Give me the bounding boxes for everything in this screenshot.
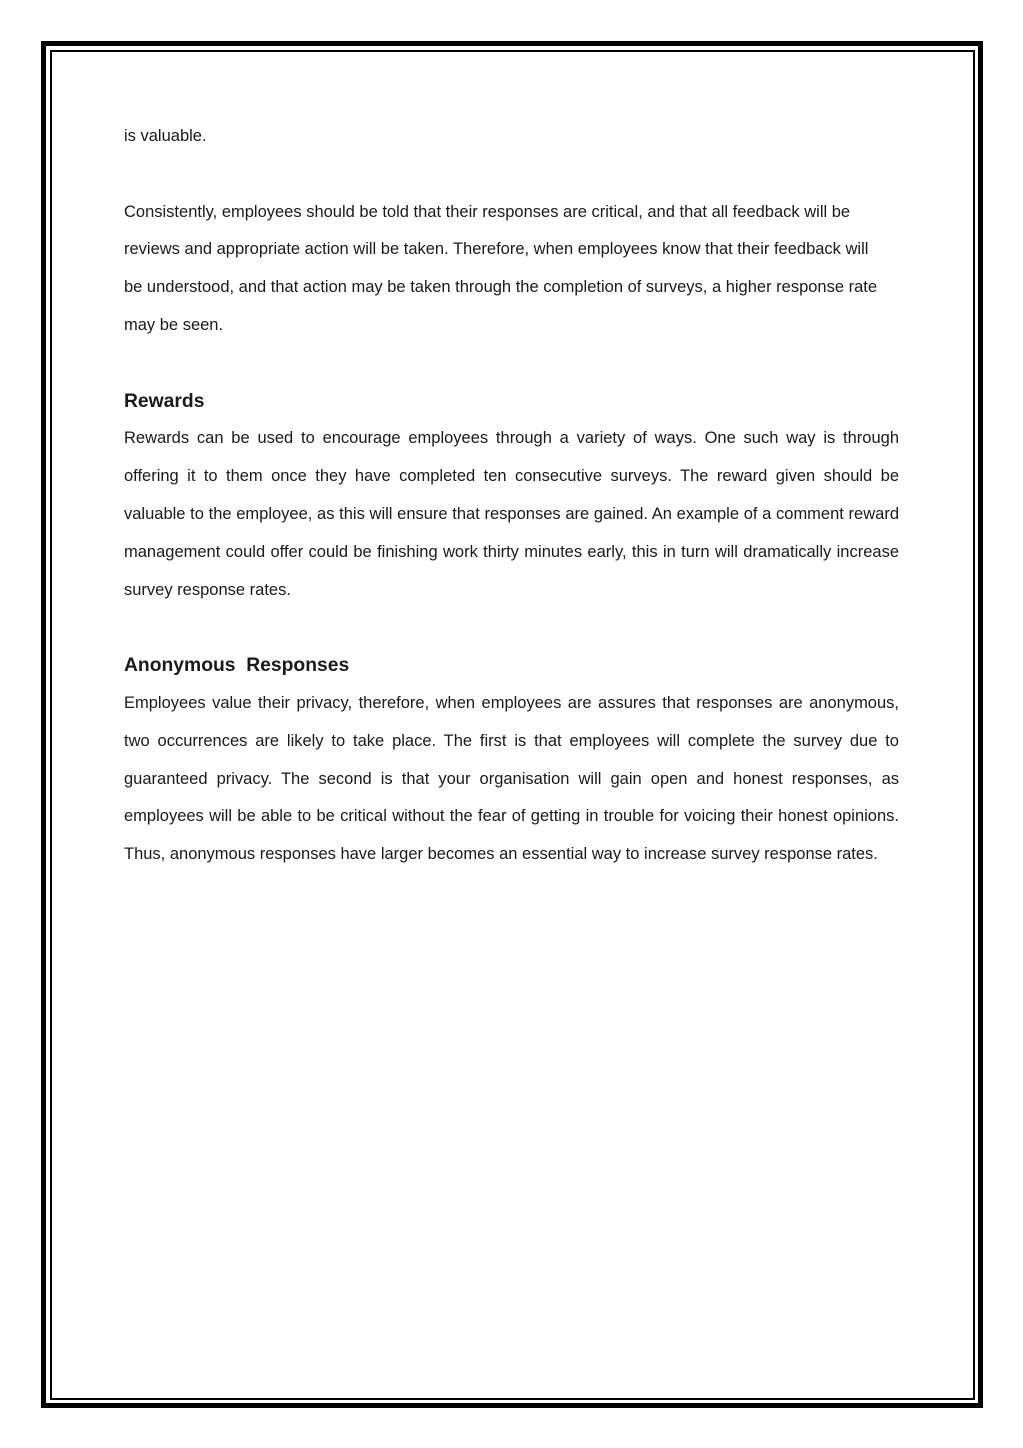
paragraph-intro-tail: is valuable. (124, 127, 207, 145)
section-heading-anonymous-responses: Anonymous Responses (124, 655, 350, 677)
document-body (124, 118, 899, 874)
paragraph-rewards: Rewards can be used to encourage employees through a variety of ways. One such way is through offering it to them once they have completed ten consecutive surveys. The reward given should be valuable to the employee, as this will ensure that responses are gained. An example of a comment reward management could offer could be finishing work thirty minutes early, this in turn will dramatically increase survey response rates. (124, 429, 899, 599)
paragraph-gap (124, 345, 899, 383)
section-heading-rewards: Rewards (124, 390, 205, 412)
paragraph-anonymous-responses: Employees value their privacy, therefore, when employees are assures that responses are anonymous, two occurrences are likely to take place. The first is that employees will complete the survey due to guaranteed privacy. The second is that your organisation will gain open and honest responses, as employees will be able to be critical without the fear of getting in trouble for voicing their honest opinions. Thus, anonymous responses have larger becomes an essential way to increase survey response rates. (124, 693, 899, 864)
paragraph-consistently: Consistently, employees should be told that their responses are critical, and that all feedback will be reviews and appropriate action will be taken. Therefore, when employees know that their feedback will be understood, and that action may be taken through the completion of surveys, a higher response rate may be seen. (124, 202, 878, 334)
paragraph-gap (124, 609, 899, 647)
paragraph-gap (124, 156, 899, 194)
